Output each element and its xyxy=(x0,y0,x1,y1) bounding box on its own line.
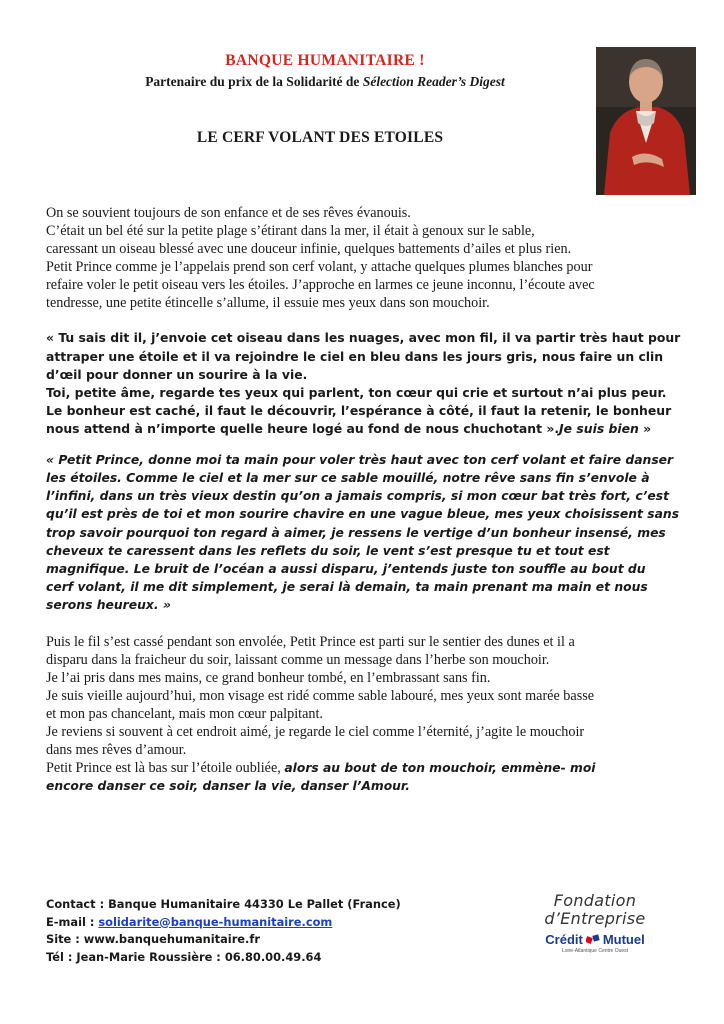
text-line: d’œil pour donner un sourire à la vie. xyxy=(46,366,308,382)
signoff-italic: Je suis bien xyxy=(559,420,639,436)
contact-address: Contact : Banque Humanitaire 44330 Le Pallet (France) xyxy=(46,897,401,911)
text-fragment: nous attend à n’importe quelle heure logé au fond de nous chuchotant ». xyxy=(46,420,560,436)
partner-line xyxy=(0,74,650,90)
outro-paragraph xyxy=(46,634,686,795)
emphasis-text: alors au bout de ton mouchoir, emmène- moi xyxy=(284,760,596,775)
text-line: Je reviens si souvent à cet endroit aimé, je regarde le ciel comme l’éternité, j’agite le mouchoir xyxy=(46,723,585,740)
text-line xyxy=(46,760,686,778)
quote-paragraph-narrator xyxy=(46,451,686,614)
header xyxy=(0,52,650,90)
brand-word-left: Crédit xyxy=(545,932,583,947)
text-line: et mon pas chancelant, mais mon cœur palpitant. xyxy=(46,706,323,723)
text-line: Le bonheur est caché, il faut le découvrir, l’espérance à côté, il faut la retenir, le bonheur xyxy=(46,402,672,418)
credit-mutuel-emblem-icon xyxy=(586,934,600,946)
text-line: On se souvient toujours de son enfance et de ses rêves évanouis. xyxy=(46,205,411,221)
text-line: tendresse, une petite étincelle s’allume, il essuie mes yeux dans son mouchoir. xyxy=(46,294,490,311)
brand-word-right: Mutuel xyxy=(602,932,645,947)
text-line: Petit Prince comme je l’appelais prend son cerf volant, y attache quelques plumes blanches pour xyxy=(46,258,593,275)
text-line: l’infini, dans un très vieux destin qu’on a jamais compris, si mon cœur bat très fort, c’est xyxy=(46,489,670,504)
author-photo xyxy=(596,47,696,195)
intro-paragraph xyxy=(46,205,686,312)
text-line: cheveux te caressent dans les reflets du soir, le vent s’est presque tu et tout est xyxy=(46,543,610,558)
org-title: BANQUE HUMANITAIRE ! xyxy=(225,52,425,69)
foundation-line-2: d’Entreprise xyxy=(544,909,646,928)
text-line: Je suis vieille aujourd’hui, mon visage est ridé comme sable labouré, mes yeux sont marée basse xyxy=(46,688,595,705)
partner-prefix: Partenaire du prix de la Solidarité de xyxy=(145,74,363,89)
emphasis-text: encore danser ce soir, danser la vie, danser l’Amour. xyxy=(46,778,410,793)
story-body xyxy=(46,205,686,796)
author-portrait-image xyxy=(596,47,696,195)
text-line: attraper une étoile et il va rejoindre le ciel en bleu dans les jours gris, nous faire un clin xyxy=(46,348,664,364)
text-line: caressant un oiseau blessé avec une douceur infinie, quelques battements d’ailes et plus rien. xyxy=(46,240,572,257)
text-line: qu’il est près de toi et mon sourire chavire en une vague bleue, mes yeux choisissent sans xyxy=(46,507,680,522)
text-line: C’était un bel été sur la petite plage s’étirant dans la mer, il était à genoux sur le sable, xyxy=(46,222,535,239)
text-line: dans mes rêves d’amour. xyxy=(46,741,187,758)
contact-phone: Tél : Jean-Marie Roussière : 06.80.00.49.64 xyxy=(46,949,322,964)
credit-mutuel-brand xyxy=(540,932,650,947)
email-label: E-mail : xyxy=(46,914,99,929)
text-line: trop savoir pourquoi ton regard à aimer, je ressens le vertige d’un bonheur insensé, mes xyxy=(46,525,666,540)
contact-email-line xyxy=(46,914,401,932)
text-line: Toi, petite âme, regarde tes yeux qui parlent, ton cœur qui crie et surtout n’ai plus peur. xyxy=(46,384,667,400)
foundation-line-1: Fondation xyxy=(553,891,637,910)
text-line: disparu dans la fraicheur du soir, laissant comme un message dans l’herbe son mouchoir. xyxy=(46,652,550,669)
contact-website: Site : www.banquehumanitaire.fr xyxy=(46,932,260,947)
text-line: cerf volant, il me dit simplement, je serai là demain, ta main prenant ma main et nous xyxy=(46,580,648,595)
text-line xyxy=(46,420,686,438)
text-fragment: Petit Prince est là bas sur l’étoile oubliée, xyxy=(46,759,285,776)
text-line: « Petit Prince, donne moi ta main pour voler très haut avec ton cerf volant et faire danser xyxy=(46,453,674,467)
text-line: Puis le fil s’est cassé pendant son envolée, Petit Prince est parti sur le sentier des dunes et il a xyxy=(46,634,575,651)
text-line: serons heureux. » xyxy=(46,598,171,613)
foundation-logo xyxy=(540,892,650,954)
partner-magazine: Sélection Reader’s Digest xyxy=(362,74,505,89)
contact-block xyxy=(46,896,401,966)
text-line: « Tu sais dit il, j’envoie cet oiseau dans les nuages, avec mon fil, il va partir très haut pour xyxy=(46,330,681,346)
document-title: LE CERF VOLANT DES ETOILES xyxy=(196,129,444,146)
text-line: les étoiles. Comme le ciel et la mer sur ce sable mouillé, notre rêve sans fin s’envole à xyxy=(46,471,650,486)
text-line: magnifique. Le bruit de l’océan a aussi disparu, j’entends juste ton souffle au bout du xyxy=(46,561,646,576)
text-line: Je l’ai pris dans mes mains, ce grand bonheur tombé, en l’embrassant sans fin. xyxy=(46,670,491,687)
brand-tagline: Loire-Atlantique Centre Ouest xyxy=(561,948,629,954)
email-link[interactable]: solidarite@banque-humanitaire.com xyxy=(98,914,333,929)
closing-quote: » xyxy=(638,420,652,436)
text-line: refaire voler le petit oiseau vers les étoiles. J’approche en larmes ce jeune inconnu, l’écoute avec xyxy=(46,276,595,293)
quote-paragraph-boy xyxy=(46,329,686,438)
